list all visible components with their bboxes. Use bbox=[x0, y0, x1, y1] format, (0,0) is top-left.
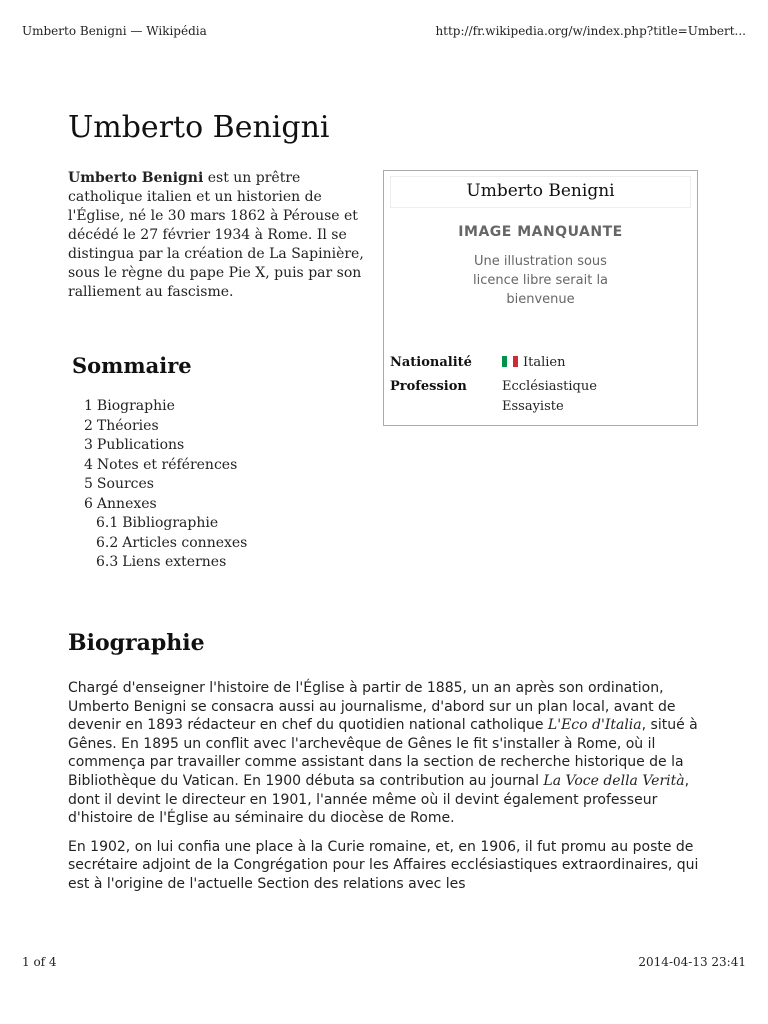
missing-image-text: Une illustration sous licence libre serait la bienvenue bbox=[472, 254, 609, 307]
italy-flag-icon bbox=[502, 356, 518, 367]
infobox-title: Umberto Benigni bbox=[390, 176, 691, 208]
toc-item[interactable]: 6 Annexes bbox=[84, 495, 157, 512]
toc-subitem[interactable]: 6.2 Articles connexes bbox=[96, 534, 248, 551]
table-of-contents bbox=[72, 353, 247, 573]
toc-title: Sommaire bbox=[72, 353, 192, 378]
biographie-paragraph-1: Chargé d'enseigner l'histoire de l'Église à partir de 1885, un an après son ordination, Umberto Benigni se consacra aussi au journalisme, d'abord sur un plan local, avant de devenir en 1893 rédacteur en chef du quotidien national catholique L'Eco d'Italia, situé à Gênes. En 1895 un conflit avec l'archevêque de Gênes le fit s'installer à Rome, où il commença par travailler comme assistant dans la section de recherche historique de la Bibliothèque du Vatican. En 1900 débuta sa contribution au journal La Voce della Verità, dont il devint le directeur en 1901, l'année même où il devint également professeur d'histoire de l'Église au séminaire du diocèse de Rome. bbox=[68, 680, 698, 827]
biographie-paragraph-2: En 1902, on lui confia une place à la Curie romaine, et, en 1906, il fut promu au poste de secrétaire adjoint de la Congrégation pour les Affaires ecclésiastiques extraordinaires, qui est à l'origine de l'actuelle Section des relations avec les bbox=[68, 838, 699, 892]
missing-image-heading: IMAGE MANQUANTE bbox=[458, 224, 623, 240]
infobox-row-nationality bbox=[390, 353, 690, 373]
infobox bbox=[383, 170, 698, 426]
lead-text: est un prêtre catholique italien et un historien de l'Église, né le 30 mars 1862 à Pérouse et décédé le 27 février 1934 à Rome. Il se distingua par la création de La Sapinière, sous le règne du pape Pie X, puis par son ralliement au fascisme. bbox=[68, 170, 364, 300]
toc-item[interactable]: 4 Notes et références bbox=[84, 456, 238, 473]
toc-item[interactable]: 1 Biographie bbox=[84, 398, 175, 414]
toc-list bbox=[72, 397, 247, 573]
print-header-title: Umberto Benigni — Wikipédia bbox=[22, 24, 207, 38]
infobox-label: Nationalité bbox=[390, 355, 472, 370]
toc-item[interactable]: 2 Théories bbox=[84, 417, 159, 434]
profession-value-2[interactable]: Essayiste bbox=[502, 399, 564, 414]
infobox-rows bbox=[390, 353, 690, 421]
toc-item[interactable]: 5 Sources bbox=[84, 476, 154, 492]
section-heading-biographie: Biographie bbox=[68, 630, 205, 656]
toc-subitem[interactable]: 6.1 Bibliographie bbox=[96, 515, 219, 531]
page-title: Umberto Benigni bbox=[68, 110, 330, 145]
newspaper-title: L'Eco d'Italia bbox=[547, 717, 642, 734]
infobox-label: Profession bbox=[390, 379, 467, 394]
lead-paragraph bbox=[68, 169, 370, 302]
toc-item[interactable]: 3 Publications bbox=[84, 437, 185, 453]
nationality-link[interactable]: Italien bbox=[523, 355, 566, 370]
print-header-url[interactable]: http://fr.wikipedia.org/w/index.php?title=Umbert... bbox=[435, 24, 746, 38]
infobox-value bbox=[502, 377, 690, 417]
page-counter: 1 of 4 bbox=[22, 955, 57, 969]
newspaper-title: La Voce della Verità bbox=[543, 772, 685, 789]
biographie-body bbox=[68, 679, 700, 904]
infobox-row-profession bbox=[390, 377, 690, 417]
toc-subitem[interactable]: 6.3 Liens externes bbox=[96, 554, 227, 570]
infobox-value bbox=[502, 353, 690, 373]
print-timestamp: 2014-04-13 23:41 bbox=[638, 955, 746, 969]
lead-bold-name: Umberto Benigni bbox=[68, 170, 204, 186]
profession-value-1[interactable]: Ecclésiastique bbox=[502, 379, 597, 394]
